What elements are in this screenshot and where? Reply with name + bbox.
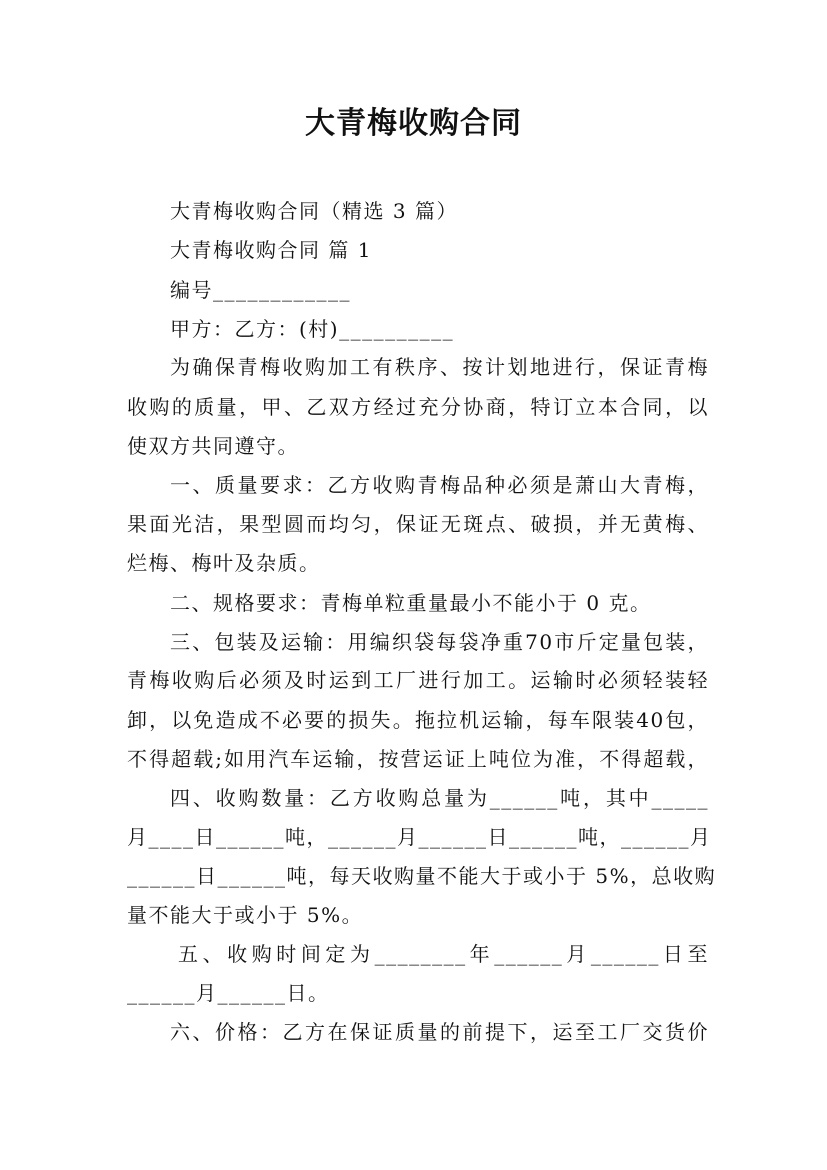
paragraph-line: 青梅收购后必须及时运到工厂进行加工。运输时必须轻装轻 — [127, 668, 709, 692]
paragraph-line: 四、收购数量：乙方收购总量为______吨，其中_____ — [170, 786, 709, 810]
contract-number-line: 编号____________ — [170, 278, 351, 302]
paragraph-line: 一、质量要求：乙方收购青梅品种必须是萧山大青梅， — [170, 473, 709, 497]
subtitle-line: 大青梅收购合同（精选 3 篇） — [170, 199, 458, 223]
paragraph-line: 六、价格：乙方在保证质量的前提下，运至工厂交货价 — [170, 1020, 709, 1044]
paragraph-line: 量不能大于或小于 5%。 — [127, 903, 364, 927]
paragraph-line: 卸，以免造成不必要的损失。拖拉机运输，每车限装40包， — [127, 708, 709, 732]
paragraph-line: 使双方共同遵守。 — [127, 434, 299, 458]
paragraph-line: 为确保青梅收购加工有秩序、按计划地进行，保证青梅 — [170, 355, 709, 379]
paragraph-line: ______月______日。 — [127, 981, 330, 1005]
paragraph-line: 烂梅、梅叶及杂质。 — [127, 551, 321, 575]
paragraph-line: 三、包装及运输：用编织袋每袋净重70市斤定量包装， — [170, 630, 709, 654]
document-title: 大青梅收购合同 — [305, 106, 522, 141]
section-heading: 大青梅收购合同 篇 1 — [170, 238, 372, 262]
parties-line: 甲方：乙方：(村)__________ — [170, 317, 455, 341]
paragraph-line: 不得超载;如用汽车运输，按营运证上吨位为准，不得超载， — [127, 747, 709, 771]
paragraph-line: 五、收购时间定为________年______月______日至 — [178, 942, 709, 966]
paragraph-line: 收购的质量，甲、乙双方经过充分协商，特订立本合同，以 — [127, 395, 709, 419]
paragraph-line: 月____日______吨，______月______日______吨，______月 — [127, 825, 712, 849]
paragraph-line: ______日______吨，每天收购量不能大于或小于 5%，总收购 — [127, 864, 717, 888]
paragraph-line: 二、规格要求：青梅单粒重量最小不能小于 0 克。 — [170, 591, 652, 615]
paragraph-line: 果面光洁，果型圆而均匀，保证无斑点、破损，并无黄梅、 — [127, 512, 709, 536]
